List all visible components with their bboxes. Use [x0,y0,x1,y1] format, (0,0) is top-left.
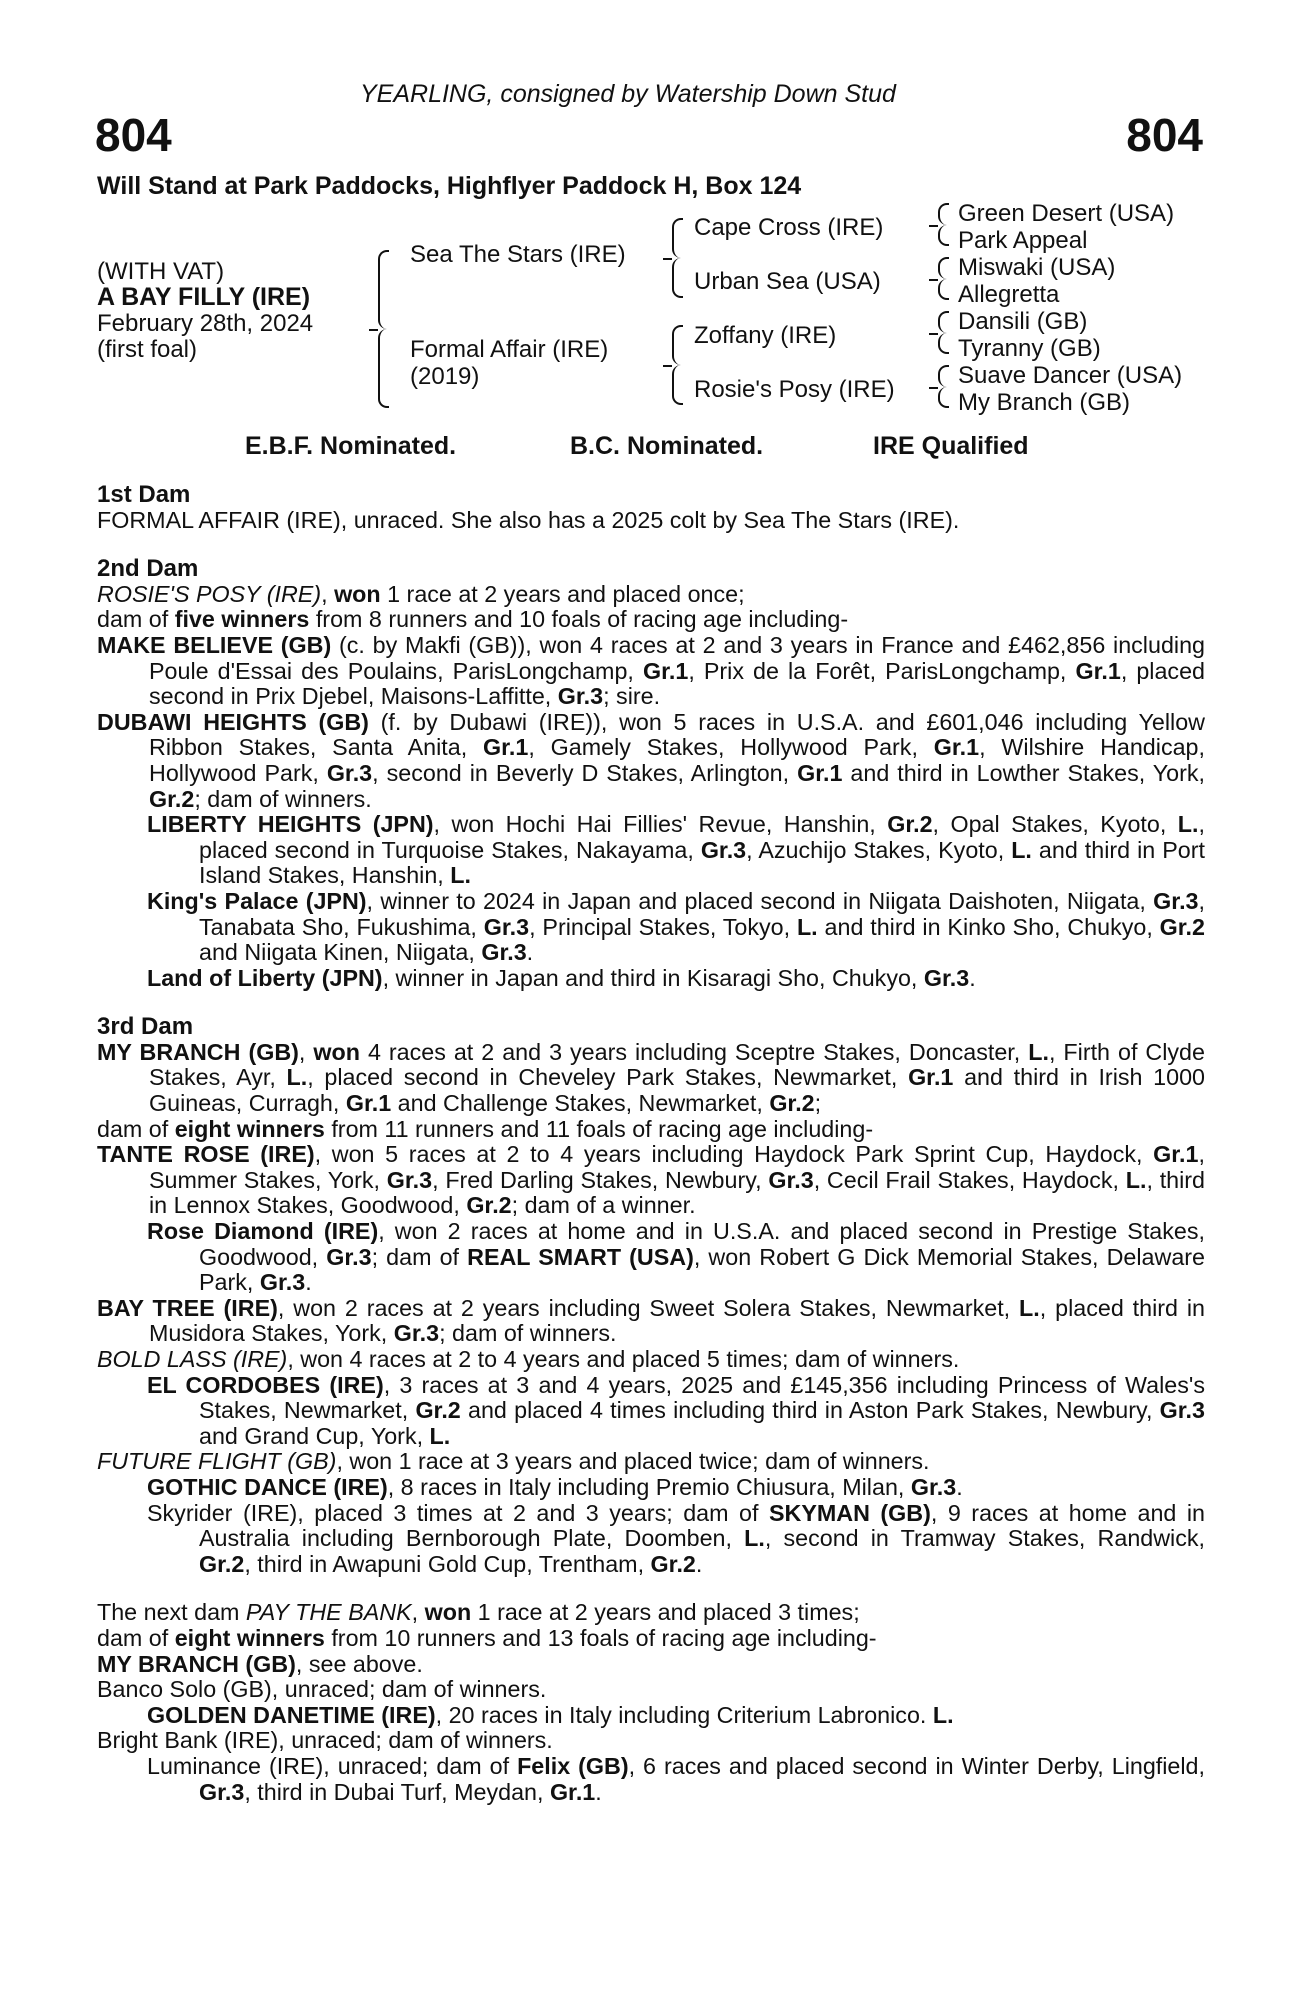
text: , 9 races at home and in Australia including Bernborough Plate, Doomben, [199,1499,1205,1552]
text: , won Hochi Hai Fillies' Revue, Hanshin, [433,811,888,838]
text: . [595,1778,602,1805]
horse-name: Felix (GB) [517,1752,629,1779]
sire-sire: Cape Cross (IRE) [694,214,884,241]
text: . [969,964,976,991]
lot-number-left: 804 [95,109,172,161]
text: . [305,1269,312,1296]
listed: L. [796,913,818,940]
text: and placed 4 times including third in Aston Park Stakes, Newbury, [460,1397,1160,1424]
text: , [411,1599,425,1626]
grade: Gr.1 [933,734,980,761]
text: , [298,1038,314,1065]
grade: Gr.3 [199,1778,245,1805]
text: and third in Lowther Stakes, York, [842,759,1206,786]
dam3-produce-summary [97,1117,1205,1143]
dam1-text: FORMAL AFFAIR (IRE), unraced. She also has a 2025 colt by Sea The Stars (IRE). [97,506,960,533]
text: , second in Beverly D Stakes, Arlington, [372,759,798,786]
progeny-land-of-liberty [97,966,1205,992]
text: ; sire. [603,683,661,710]
grade: Gr.3 [326,1243,372,1270]
horse-name: SKYMAN (GB) [768,1499,931,1526]
ebf-nominated: E.B.F. Nominated. [245,432,457,460]
winners-count: five winners [174,606,310,633]
text: dam of [97,1624,175,1651]
listed: L. [1019,1294,1040,1321]
text: , 20 races in Italy including Criterium Labronico. [435,1701,933,1728]
text: and Grand Cup, York, [199,1422,430,1449]
horse-name: REAL SMART (USA) [467,1243,694,1270]
ire-qualified: IRE Qualified [873,432,1029,460]
progeny-kings-palace [97,889,1205,966]
text: Skyrider (IRE), placed 3 times at 2 and 3 years; dam of [147,1499,769,1526]
text: . [956,1473,963,1500]
text: ; dam of [371,1243,468,1270]
dam-name: Formal Affair (IRE) [410,336,609,363]
text: , [321,580,335,607]
progeny-bay-tree [97,1296,1205,1347]
grade: Gr.2 [887,811,933,838]
text: and third in Port Island Stakes, Hanshin, [199,836,1205,889]
text: ; dam of winners. [194,785,372,812]
horse-name: MY BRANCH (GB) [97,1650,296,1677]
text: dam of [97,1115,175,1142]
text: , placed third in Musidora Stakes, York, [149,1294,1206,1347]
text: from 10 runners and 13 foals of racing age including- [324,1624,877,1651]
horse-name: PAY THE BANK [245,1599,412,1626]
sire-name: Sea The Stars (IRE) [410,241,626,268]
progeny-banco-solo: Banco Solo (GB), unraced; dam of winners. [97,1676,547,1703]
text: , placed second in Cheveley Park Stakes, Newmarket, [307,1064,909,1091]
text: , see above. [295,1650,423,1677]
dam-dam: Rosie's Posy (IRE) [694,376,895,403]
brace-g2 [938,257,950,300]
dam2-produce-summary [97,607,1205,633]
grade: Gr.3 [481,939,527,966]
progeny-skyrider [97,1501,1205,1578]
listed: L. [1028,1038,1049,1065]
next-dam-summary [97,1600,1205,1626]
horse-name: Land of Liberty (JPN) [147,964,383,991]
text: and Challenge Stakes, Newmarket, [391,1090,770,1117]
grade: Gr.3 [768,1166,814,1193]
text: from 11 runners and 11 foals of racing age including- [324,1115,874,1142]
dam2-summary [97,582,1205,608]
grade: Gr.1 [642,657,689,684]
brace-g4 [938,365,950,408]
brace-sire [672,218,684,298]
progeny-el-cordobes [97,1373,1205,1450]
text: , third in Awapuni Gold Cup, Trentham, [244,1550,651,1577]
grade: Gr.1 [1075,657,1121,684]
text: , Fred Darling Stakes, Newbury, [432,1166,769,1193]
listed: L. [429,1422,451,1449]
text: , Tanabata Sho, Fukushima, [199,887,1205,940]
grade: Gr.3 [1159,1397,1205,1424]
text: Luminance (IRE), unraced; dam of [147,1752,518,1779]
text: , 3 races at 3 and 4 years, 2025 and £145,356 including Princess of Wales's Stakes, Newmarket, [199,1371,1205,1424]
dam-year: (2019) [410,363,480,390]
ancestor-g3: Miswaki (USA) [958,254,1116,281]
horse-name: MAKE BELIEVE (GB) [97,631,332,658]
dam1-heading: 1st Dam [97,481,191,508]
ancestor-g5: Dansili (GB) [958,308,1088,335]
text: , Cecil Frail Stakes, Haydock, [813,1166,1126,1193]
horse-name: BOLD LASS (IRE) [97,1346,288,1372]
grade: Gr.3 [923,964,970,991]
text: , Prix de la Forêt, ParisLongchamp, [688,657,1076,684]
text: . [526,939,534,966]
horse-name: FUTURE FLIGHT (GB) [97,1448,337,1475]
text: , Wilshire Handicap, Hollywood Park, [149,734,1205,786]
grade: Gr.3 [393,1320,440,1347]
progeny-my-branch [97,1652,1205,1678]
dam2-name: ROSIE'S POSY (IRE) [97,580,322,607]
text: ; [814,1090,822,1117]
horse-name: DUBAWI HEIGHTS (GB) [97,708,369,735]
bc-nominated: B.C. Nominated. [570,432,764,460]
ancestor-g2: Park Appeal [958,227,1088,254]
horse-name: EL CORDOBES (IRE) [147,1371,384,1398]
progeny-future-flight [97,1449,1205,1475]
grade: Gr.3 [557,683,604,710]
catalogue-subtitle: YEARLING, consigned by Watership Down Stud [360,80,896,108]
horse-name: MY BRANCH (GB) [97,1038,299,1065]
ancestor-g6: Tyranny (GB) [958,335,1101,362]
text: (c. by Makfi (GB)), won 4 races at 2 and 3 years in France and £462,856 including Poule d'Essai des Poulains, ParisLongchamp, [149,631,1205,684]
text: , placed second in Prix Djebel, Maisons-Laffitte, [149,657,1205,710]
grade: Gr.3 [259,1269,306,1296]
horse-name: GOLDEN DANETIME (IRE) [147,1701,436,1728]
grade: Gr.2 [466,1192,512,1219]
dam2-heading: 2nd Dam [97,555,199,583]
text: ; dam of a winner. [511,1192,696,1219]
text: , winner in Japan and third in Kisaragi Sho, Chukyo, [382,964,924,991]
grade: Gr.1 [1153,1141,1199,1168]
text: , 8 races in Italy including Premio Chiusura, Milan, [387,1473,911,1500]
text: and third in Irish 1000 Guineas, Curragh, [149,1064,1205,1117]
foal-note: (first foal) [97,336,198,363]
progeny-make-believe [97,633,1205,710]
brace-dam [672,325,684,405]
listed: L. [286,1064,308,1091]
progeny-liberty-heights [97,812,1205,889]
text: , won 5 races at 2 to 4 years including Haydock Park Sprint Cup, Haydock, [314,1141,1154,1168]
next-dam-produce-summary [97,1626,1205,1652]
text: and third in Kinko Sho, Chukyo, [817,913,1160,940]
text: 1 race at 2 years and placed 3 times; [471,1599,860,1626]
grade: Gr.3 [910,1473,957,1500]
text: , Firth of Clyde Stakes, Ayr, [149,1038,1205,1091]
won-label: won [334,580,381,607]
horse-name: LIBERTY HEIGHTS (JPN) [147,811,434,838]
brace-g3 [938,311,950,354]
grade: Gr.2 [650,1550,696,1577]
text: , third in Dubai Turf, Meydan, [244,1778,550,1805]
horse-name: Rose Diamond (IRE) [147,1218,379,1245]
brace-g1 [938,203,950,246]
text: 4 races at 2 and 3 years including Sceptre Stakes, Doncaster, [359,1038,1029,1065]
progeny-bold-lass [97,1347,1205,1373]
listed: L. [744,1525,765,1552]
ancestor-g1: Green Desert (USA) [958,200,1175,227]
progeny-rose-diamond [97,1219,1205,1296]
foaling-date: February 28th, 2024 [97,310,314,337]
grade: Gr.1 [345,1090,392,1117]
winners-count: eight winners [174,1624,325,1651]
ancestor-g7: Suave Dancer (USA) [958,362,1183,389]
grade: Gr.2 [769,1090,815,1117]
text: and Niigata Kinen, Niigata, [199,939,482,966]
text: ; dam of winners. [439,1320,617,1347]
text: , Azuchijo Stakes, Kyoto, [746,836,1012,863]
won-label: won [424,1599,472,1626]
horse-name: King's Palace (JPN) [147,887,367,914]
dam-sire: Zoffany (IRE) [694,322,837,349]
grade: Gr.3 [1153,887,1199,914]
grade: Gr.1 [483,734,529,761]
progeny-bright-bank: Bright Bank (IRE), unraced; dam of winners. [97,1727,553,1754]
listed: L. [932,1701,954,1728]
grade: Gr.1 [549,1778,596,1805]
text: dam of [97,606,175,633]
text: , Summer Stakes, York, [149,1141,1205,1193]
grade: Gr.3 [700,836,747,863]
text: 1 race at 2 years and placed once; [380,580,745,607]
listed: L. [1125,1166,1147,1193]
progeny-dubawi-heights [97,710,1205,812]
grade: Gr.2 [199,1550,245,1577]
text: , third in Lennox Stakes, Goodwood, [149,1166,1206,1219]
text: , won 2 races at 2 years including Sweet Solera Stakes, Newmarket, [277,1294,1020,1321]
progeny-golden-danetime [97,1703,1205,1729]
winners-count: eight winners [174,1115,325,1142]
ancestor-g4: Allegretta [958,281,1060,308]
dam3-heading: 3rd Dam [97,1013,194,1041]
brace-main [378,250,390,408]
text: , won 2 races at home and in U.S.A. and placed second in Prestige Stakes, Goodwood, [199,1218,1205,1270]
grade: Gr.2 [1159,913,1205,940]
text: , placed second in Turquoise Stakes, Nakayama, [199,811,1205,863]
text: , won 1 race at 3 years and placed twice; dam of winners. [336,1448,930,1475]
horse-name: GOTHIC DANCE (IRE) [147,1473,388,1500]
grade: Gr.2 [415,1397,461,1424]
stand-location: Will Stand at Park Paddocks, Highflyer Paddock H, Box 124 [97,172,802,200]
horse-name: TANTE ROSE (IRE) [97,1141,315,1168]
text: , Gamely Stakes, Hollywood Park, [528,734,934,761]
text: , second in Tramway Stakes, Randwick, [764,1525,1206,1552]
text: (f. by Dubawi (IRE)), won 5 races in U.S.A. and £601,046 including Yellow Ribbon Stakes, Santa Anita, [149,708,1205,761]
grade: Gr.1 [908,1064,954,1091]
sire-dam: Urban Sea (USA) [694,268,881,295]
text: , won 4 races at 2 to 4 years and placed 5 times; dam of winners. [287,1346,960,1372]
won-label: won [313,1038,360,1065]
progeny-luminance [97,1754,1205,1805]
text: , Principal Stakes, Tokyo, [529,913,797,940]
text: . [695,1550,703,1577]
horse-name: BAY TREE (IRE) [97,1294,278,1321]
listed: L. [1011,836,1032,863]
grade: Gr.1 [797,759,843,786]
grade: Gr.2 [149,785,195,812]
catalogue-body [97,482,1205,1805]
grade: Gr.3 [386,1166,433,1193]
listed: L. [1177,811,1199,838]
text: , won Robert G Dick Memorial Stakes, Delaware Park, [199,1243,1205,1296]
text: from 8 runners and 10 foals of racing age including- [309,606,849,633]
text: , winner to 2024 in Japan and placed second in Niigata Daishoten, Niigata, [366,887,1154,914]
text: , 6 races and placed second in Winter Derby, Lingfield, [628,1752,1205,1779]
horse-name: A BAY FILLY (IRE) [97,283,311,311]
text: , Opal Stakes, Kyoto, [932,811,1178,838]
lot-number-right: 804 [1126,109,1203,161]
ancestor-g8: My Branch (GB) [958,389,1131,416]
listed: L. [450,862,471,889]
vat-note: (WITH VAT) [97,258,225,285]
grade: Gr.3 [326,759,373,786]
grade: Gr.3 [483,913,530,940]
progeny-gothic-dance [97,1475,1205,1501]
progeny-tante-rose [97,1142,1205,1219]
text: The next dam [97,1599,246,1626]
dam3-my-branch [97,1040,1205,1117]
